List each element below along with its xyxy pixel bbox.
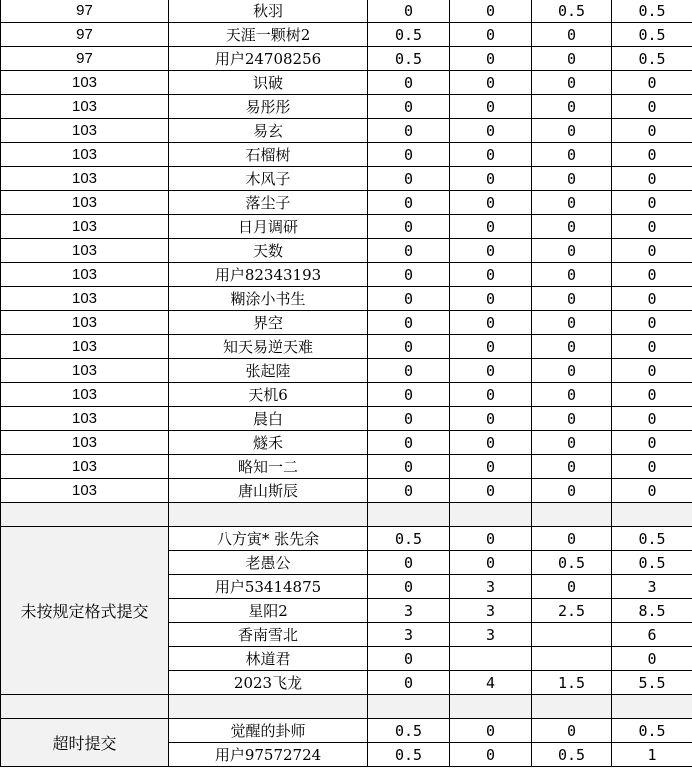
total-cell: 0.5: [612, 551, 692, 575]
total-cell: 0: [612, 479, 692, 503]
score2-cell: 3: [450, 575, 532, 599]
score3-cell: 0: [532, 119, 612, 143]
score-table-body: [1, 0, 692, 767]
name-cell: 2023飞龙: [169, 671, 368, 695]
blank-cell: [368, 503, 450, 527]
table-row: [1, 359, 692, 383]
score2-cell: 0: [450, 71, 532, 95]
name-cell: 日月调研: [169, 215, 368, 239]
score1-cell: 0: [368, 215, 450, 239]
rank-cell: 103: [1, 71, 169, 95]
total-cell: 8.5: [612, 599, 692, 623]
total-cell: 0: [612, 191, 692, 215]
score3-cell: 0: [532, 527, 612, 551]
score1-cell: 0: [368, 455, 450, 479]
score3-cell: [532, 647, 612, 671]
total-cell: 0.5: [612, 527, 692, 551]
rank-cell: 103: [1, 335, 169, 359]
blank-cell: [532, 695, 612, 719]
total-cell: 0: [612, 239, 692, 263]
name-cell: 略知一二: [169, 455, 368, 479]
overtime-group-label: 超时提交: [1, 719, 169, 767]
name-cell: 易彤彤: [169, 95, 368, 119]
score1-cell: 0: [368, 407, 450, 431]
total-cell: 1: [612, 743, 692, 767]
name-cell: 燧禾: [169, 431, 368, 455]
score3-cell: 0: [532, 47, 612, 71]
rank-cell: 103: [1, 167, 169, 191]
score2-cell: 0: [450, 191, 532, 215]
score1-cell: 0: [368, 239, 450, 263]
score1-cell: 3: [368, 599, 450, 623]
total-cell: 0: [612, 383, 692, 407]
name-cell: 秋羽: [169, 0, 368, 23]
score3-cell: 0: [532, 143, 612, 167]
score2-cell: 0: [450, 743, 532, 767]
score3-cell: 0: [532, 95, 612, 119]
table-row: [1, 191, 692, 215]
score3-cell: 0: [532, 167, 612, 191]
total-cell: 0: [612, 71, 692, 95]
table-row: [1, 527, 692, 551]
total-cell: 0: [612, 311, 692, 335]
score1-cell: 0: [368, 191, 450, 215]
score3-cell: [532, 623, 612, 647]
score3-cell: 0: [532, 215, 612, 239]
rank-cell: 97: [1, 47, 169, 71]
score2-cell: 0: [450, 407, 532, 431]
name-cell: 老愚公: [169, 551, 368, 575]
total-cell: 3: [612, 575, 692, 599]
name-cell: 落尘子: [169, 191, 368, 215]
score2-cell: 0: [450, 527, 532, 551]
name-cell: 晨白: [169, 407, 368, 431]
table-row: [1, 239, 692, 263]
table-row: [1, 23, 692, 47]
rank-cell: 103: [1, 95, 169, 119]
score3-cell: 0: [532, 71, 612, 95]
name-cell: 用户97572724: [169, 743, 368, 767]
score2-cell: [450, 647, 532, 671]
nonformat-group-label: 未按规定格式提交: [1, 527, 169, 695]
score3-cell: 0: [532, 455, 612, 479]
score1-cell: 0: [368, 95, 450, 119]
blank-separator-row: [1, 503, 692, 527]
table-row: [1, 0, 692, 23]
score1-cell: 0.5: [368, 527, 450, 551]
blank-cell: [1, 503, 169, 527]
score2-cell: 4: [450, 671, 532, 695]
score2-cell: 0: [450, 0, 532, 23]
score2-cell: 0: [450, 383, 532, 407]
total-cell: 0: [612, 647, 692, 671]
score1-cell: 0: [368, 431, 450, 455]
table-row: [1, 263, 692, 287]
name-cell: 木风子: [169, 167, 368, 191]
name-cell: 糊涂小书生: [169, 287, 368, 311]
total-cell: 0: [612, 407, 692, 431]
name-cell: 香南雪北: [169, 623, 368, 647]
table-row: [1, 167, 692, 191]
rank-cell: 97: [1, 23, 169, 47]
score2-cell: 0: [450, 263, 532, 287]
name-cell: 天数: [169, 239, 368, 263]
name-cell: 知天易逆天难: [169, 335, 368, 359]
table-row: [1, 95, 692, 119]
name-cell: 天机6: [169, 383, 368, 407]
blank-cell: [169, 503, 368, 527]
score3-cell: 0: [532, 719, 612, 743]
score1-cell: 0: [368, 287, 450, 311]
total-cell: 0: [612, 455, 692, 479]
rank-cell: 97: [1, 0, 169, 23]
score2-cell: 0: [450, 215, 532, 239]
score3-cell: 0: [532, 575, 612, 599]
score2-cell: 0: [450, 359, 532, 383]
total-cell: 0.5: [612, 47, 692, 71]
name-cell: 用户53414875: [169, 575, 368, 599]
table-row: [1, 287, 692, 311]
total-cell: 0: [612, 431, 692, 455]
score3-cell: 0: [532, 287, 612, 311]
blank-cell: [612, 695, 692, 719]
table-row: [1, 47, 692, 71]
score3-cell: 0: [532, 479, 612, 503]
blank-cell: [169, 695, 368, 719]
name-cell: 识破: [169, 71, 368, 95]
score2-cell: 0: [450, 455, 532, 479]
score3-cell: 0: [532, 191, 612, 215]
score1-cell: 0.5: [368, 743, 450, 767]
rank-cell: 103: [1, 479, 169, 503]
total-cell: 0.5: [612, 23, 692, 47]
score3-cell: 0: [532, 311, 612, 335]
rank-cell: 103: [1, 191, 169, 215]
table-row: [1, 407, 692, 431]
rank-cell: 103: [1, 383, 169, 407]
table-row: [1, 455, 692, 479]
total-cell: 0.5: [612, 719, 692, 743]
rank-cell: 103: [1, 239, 169, 263]
blank-separator-row: [1, 695, 692, 719]
blank-cell: [612, 503, 692, 527]
score1-cell: 3: [368, 623, 450, 647]
total-cell: 0: [612, 143, 692, 167]
score3-cell: 0: [532, 23, 612, 47]
table-row: [1, 311, 692, 335]
score3-cell: 0: [532, 335, 612, 359]
total-cell: 6: [612, 623, 692, 647]
score3-cell: 0.5: [532, 551, 612, 575]
total-cell: 0: [612, 359, 692, 383]
total-cell: 0: [612, 335, 692, 359]
total-cell: 0: [612, 167, 692, 191]
rank-cell: 103: [1, 287, 169, 311]
score2-cell: 0: [450, 479, 532, 503]
score2-cell: 0: [450, 431, 532, 455]
total-cell: 0: [612, 287, 692, 311]
total-cell: 5.5: [612, 671, 692, 695]
name-cell: 唐山斯辰: [169, 479, 368, 503]
score2-cell: 0: [450, 239, 532, 263]
score2-cell: 0: [450, 47, 532, 71]
score3-cell: 0: [532, 383, 612, 407]
score1-cell: 0: [368, 575, 450, 599]
name-cell: 觉醒的卦师: [169, 719, 368, 743]
score1-cell: 0: [368, 71, 450, 95]
score1-cell: 0: [368, 647, 450, 671]
rank-cell: 103: [1, 359, 169, 383]
score3-cell: 0.5: [532, 0, 612, 23]
score3-cell: 0: [532, 431, 612, 455]
name-cell: 界空: [169, 311, 368, 335]
total-cell: 0: [612, 215, 692, 239]
name-cell: 易玄: [169, 119, 368, 143]
table-row: [1, 71, 692, 95]
table-row: [1, 719, 692, 743]
score1-cell: 0: [368, 335, 450, 359]
score1-cell: 0: [368, 479, 450, 503]
score2-cell: 0: [450, 143, 532, 167]
table-row: [1, 431, 692, 455]
score3-cell: 0: [532, 263, 612, 287]
name-cell: 用户82343193: [169, 263, 368, 287]
score2-cell: 0: [450, 719, 532, 743]
rank-cell: 103: [1, 143, 169, 167]
score1-cell: 0: [368, 0, 450, 23]
score1-cell: 0.5: [368, 47, 450, 71]
score1-cell: 0: [368, 383, 450, 407]
total-cell: 0: [612, 263, 692, 287]
name-cell: 星阳2: [169, 599, 368, 623]
rank-cell: 103: [1, 431, 169, 455]
blank-cell: [368, 695, 450, 719]
score1-cell: 0: [368, 671, 450, 695]
score1-cell: 0.5: [368, 719, 450, 743]
score2-cell: 0: [450, 551, 532, 575]
rank-cell: 103: [1, 119, 169, 143]
table-row: [1, 335, 692, 359]
score3-cell: 0.5: [532, 743, 612, 767]
blank-cell: [450, 503, 532, 527]
name-cell: 林道君: [169, 647, 368, 671]
rank-cell: 103: [1, 407, 169, 431]
score2-cell: 3: [450, 623, 532, 647]
score1-cell: 0: [368, 551, 450, 575]
score2-cell: 0: [450, 119, 532, 143]
name-cell: 张起陸: [169, 359, 368, 383]
table-row: [1, 215, 692, 239]
score2-cell: 0: [450, 95, 532, 119]
score1-cell: 0: [368, 119, 450, 143]
rank-cell: 103: [1, 455, 169, 479]
blank-cell: [532, 503, 612, 527]
total-cell: 0.5: [612, 0, 692, 23]
name-cell: 八方寅* 张先余: [169, 527, 368, 551]
score2-cell: 0: [450, 287, 532, 311]
score1-cell: 0: [368, 167, 450, 191]
score3-cell: 0: [532, 407, 612, 431]
name-cell: 用户24708256: [169, 47, 368, 71]
score1-cell: 0: [368, 311, 450, 335]
score1-cell: 0: [368, 359, 450, 383]
score2-cell: 0: [450, 311, 532, 335]
name-cell: 天涯一颗树2: [169, 23, 368, 47]
table-row: [1, 119, 692, 143]
table-row: [1, 479, 692, 503]
score3-cell: 2.5: [532, 599, 612, 623]
blank-cell: [450, 695, 532, 719]
rank-cell: 103: [1, 263, 169, 287]
total-cell: 0: [612, 119, 692, 143]
score1-cell: 0: [368, 143, 450, 167]
rank-cell: 103: [1, 311, 169, 335]
total-cell: 0: [612, 95, 692, 119]
table-row: [1, 143, 692, 167]
score2-cell: 0: [450, 335, 532, 359]
score3-cell: 0: [532, 239, 612, 263]
score1-cell: 0.5: [368, 23, 450, 47]
score3-cell: 0: [532, 359, 612, 383]
score2-cell: 3: [450, 599, 532, 623]
score1-cell: 0: [368, 263, 450, 287]
score2-cell: 0: [450, 23, 532, 47]
score2-cell: 0: [450, 167, 532, 191]
rank-cell: 103: [1, 215, 169, 239]
name-cell: 石榴树: [169, 143, 368, 167]
score3-cell: 1.5: [532, 671, 612, 695]
table-row: [1, 383, 692, 407]
blank-cell: [1, 695, 169, 719]
